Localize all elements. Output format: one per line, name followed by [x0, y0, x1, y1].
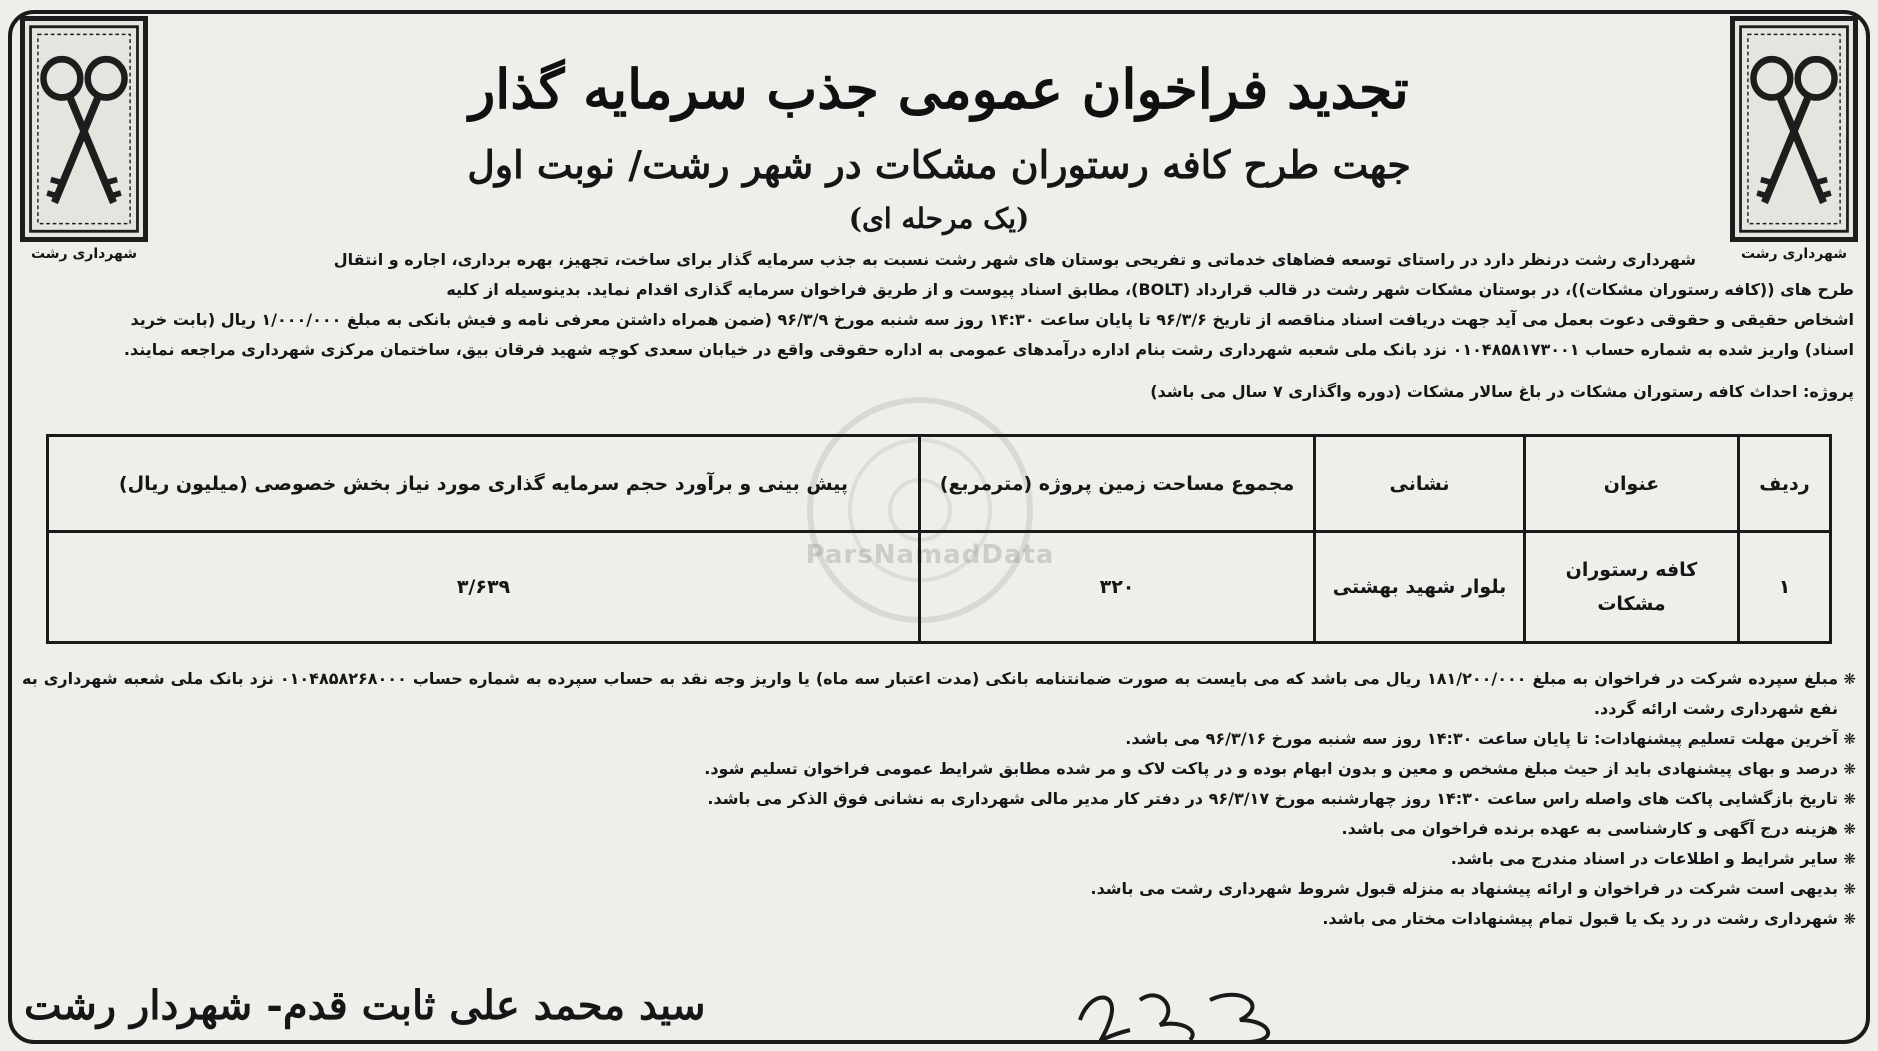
crossed-keys-icon — [1730, 16, 1858, 242]
notice-title: تجدید فراخوان عمومی جذب سرمایه گذار — [469, 57, 1409, 121]
condition-item: ❋ مبلغ سپرده شرکت در فراخوان به مبلغ ۱۸۱/۲۰۰/۰۰۰ ریال می باشد که می بایست به صورت ضمانتنامه بانکی (مدت اعتبار سه ماه) یا واریز وجه نقد به حساب سپرده به شماره حساب ۰۱۰۴۸۵۸۲۶۸۰۰۰ نزد بانک ملی شعبه شهرداری به نفع شهرداری رشت ارائه گردد. — [22, 664, 1856, 724]
condition-item: ❋ هزینه درج آگهی و کارشناسی به عهده برنده فراخوان می باشد. — [22, 814, 1856, 844]
bullet-icon: ❋ — [1843, 880, 1856, 898]
mayor-signature: سید محمد علی ثابت قدم- شهردار رشت — [24, 982, 706, 1029]
watermark-text: ParsNamadData — [805, 540, 1055, 570]
handwritten-mark-icon — [1070, 980, 1290, 1046]
condition-item: ❋ شهرداری رشت در رد یک یا قبول تمام پیشنهادات مختار می باشد. — [22, 904, 1856, 934]
bullet-icon: ❋ — [1843, 670, 1856, 688]
condition-item: ❋ سایر شرایط و اطلاعات در اسناد مندرج می باشد. — [22, 844, 1856, 874]
cell-row-number: ۱ — [1739, 532, 1831, 643]
crossed-keys-icon — [20, 16, 148, 242]
cell-address: بلوار شهید بهشتی — [1315, 532, 1525, 643]
header-row-number: ردیف — [1739, 436, 1831, 532]
notice-stage: (یک مرحله ای) — [848, 202, 1030, 235]
notice-subtitle: جهت طرح کافه رستوران مشکات در شهر رشت/ نوبت اول — [467, 142, 1411, 187]
table-row — [48, 532, 1831, 643]
intro-line-1: شهرداری رشت درنظر دارد در راستای توسعه فضاهای خدماتی و تفریحی بوستان های شهر رشت نسبت به جذب سرمایه گذار برای ساخت، تجهیز، بهره برداری، اجاره و انتقال — [333, 250, 1696, 269]
condition-item: ❋ تاریخ بازگشایی پاکت های واصله راس ساعت ۱۴:۳۰ روز چهارشنبه مورخ ۹۶/۳/۱۷ در دفتر کار مدیر مالی شهرداری به نشانی فوق الذکر می باشد. — [22, 784, 1856, 814]
cell-area: ۳۲۰ — [920, 532, 1315, 643]
header-investment: پیش بینی و برآورد حجم سرمایه گذاری مورد نیاز بخش خصوصی (میلیون ریال) — [48, 436, 920, 532]
logo-caption: شهرداری رشت — [1740, 246, 1848, 262]
condition-item: ❋ درصد و بهای پیشنهادی باید از حیث مبلغ مشخص و معین و بدون ابهام بوده و در پاکت لاک و مر شده مطابق شرایط عمومی فراخوان تسلیم شود. — [22, 754, 1856, 784]
municipality-logo-right — [1724, 16, 1864, 274]
project-line: پروژه: احداث کافه رستوران مشکات در باغ سالار مشکات (دوره واگذاری ۷ سال می باشد) — [1150, 382, 1854, 401]
bullet-icon: ❋ — [1843, 730, 1856, 748]
conditions-list — [22, 664, 1856, 934]
bullet-icon: ❋ — [1843, 820, 1856, 838]
tender-table — [46, 434, 1832, 644]
header-address: نشانی — [1315, 436, 1525, 532]
cell-title: کافه رستوران مشکات — [1525, 532, 1739, 643]
table-header-row — [48, 436, 1831, 532]
logo-caption: شهرداری رشت — [30, 246, 138, 262]
bullet-icon: ❋ — [1843, 850, 1856, 868]
header-area: مجموع مساحت زمین پروژه (مترمربع) — [920, 436, 1315, 532]
condition-item: ❋ بدیهی است شرکت در فراخوان و ارائه پیشنهاد به منزله قبول شروط شهرداری رشت می باشد. — [22, 874, 1856, 904]
bullet-icon: ❋ — [1843, 910, 1856, 928]
condition-item: ❋ آخرین مهلت تسلیم پیشنهادات: تا پایان ساعت ۱۴:۳۰ روز سه شنبه مورخ ۹۶/۳/۱۶ می باشد. — [22, 724, 1856, 754]
cell-investment: ۳/۶۳۹ — [48, 532, 920, 643]
intro-line-4: اسناد) واریز شده به شماره حساب ۰۱۰۴۸۵۸۱۷۳۰۰۱ نزد بانک ملی شعبه شهرداری رشت بنام اداره درآمدهای عمومی به اداره حقوقی واقع در خیابان سعدی کوچه شهید فرقان بیق، ساختمان مرکزی شهرداری مراجعه نمایند. — [123, 340, 1854, 359]
bullet-icon: ❋ — [1843, 760, 1856, 778]
header-title: عنوان — [1525, 436, 1739, 532]
bullet-icon: ❋ — [1843, 790, 1856, 808]
municipality-logo-left — [14, 16, 154, 274]
intro-line-2: طرح های ((کافه رستوران مشکات))، در بوستان مشکات شهر رشت در قالب قرارداد (BOLT)، مطابق اسناد پیوست و از طریق فراخوان سرمایه گذاری اقدام نماید. بدینوسیله از کلیه — [446, 280, 1854, 299]
intro-line-3: اشخاص حقیقی و حقوقی دعوت بعمل می آید جهت دریافت اسناد مناقصه از تاریخ ۹۶/۳/۶ تا پایان ساعت ۱۴:۳۰ روز سه شنبه مورخ ۹۶/۳/۹ (ضمن همراه داشتن معرفی نامه و فیش بانکی به مبلغ ۱/۰۰۰/۰۰۰ ریال (بابت خرید — [130, 310, 1854, 329]
